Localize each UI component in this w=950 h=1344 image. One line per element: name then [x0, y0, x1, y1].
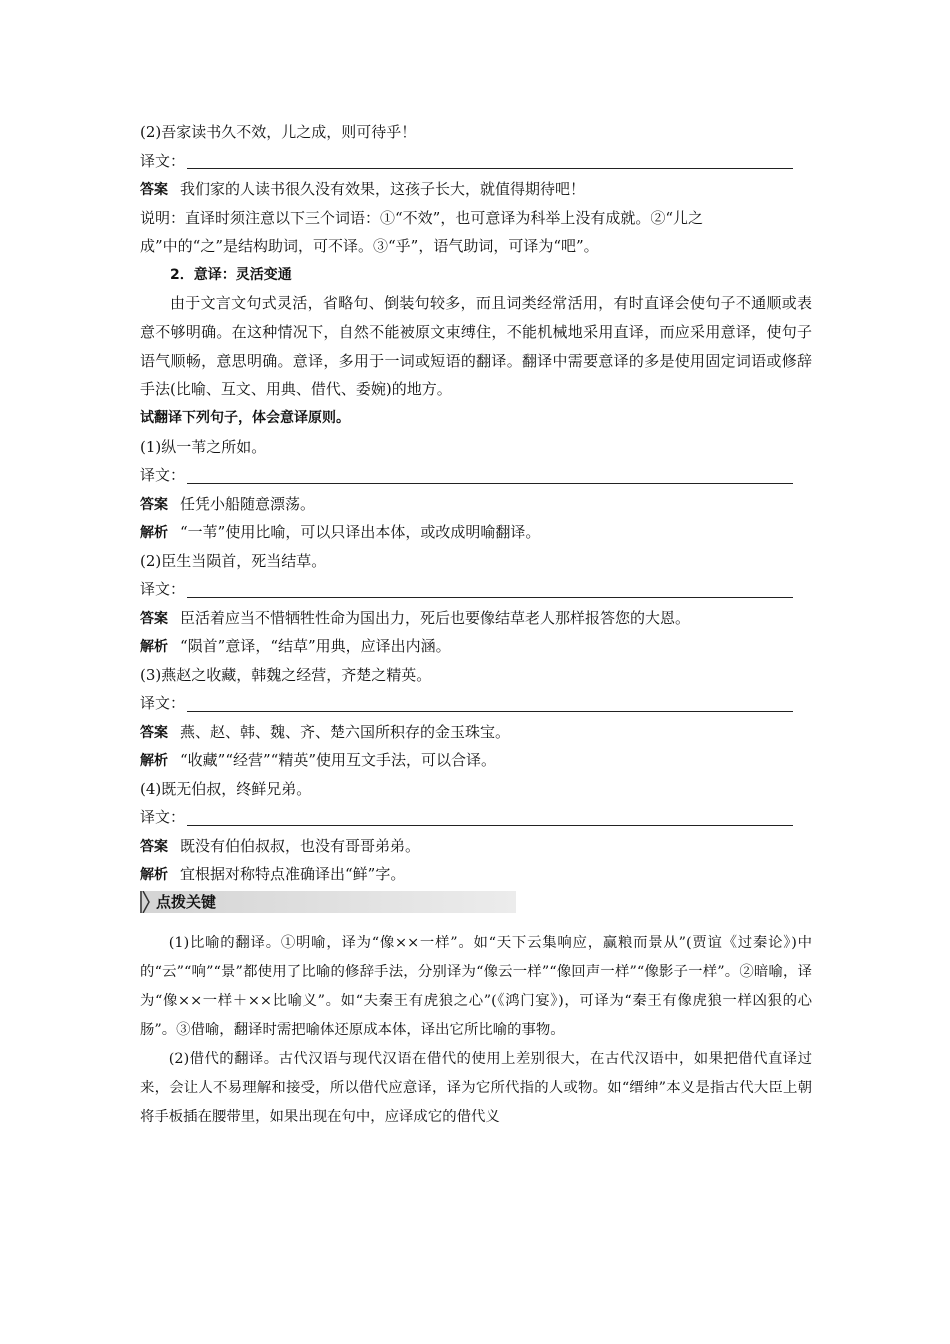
analysis-label: 解析	[140, 753, 168, 770]
translation-blank-row	[140, 461, 812, 490]
analysis-label: 解析	[140, 525, 168, 542]
translation-fill-line[interactable]	[187, 693, 793, 712]
analysis-row	[140, 860, 812, 889]
translation-label: 译文：	[140, 151, 186, 170]
translation-label: 译文：	[140, 466, 186, 485]
task-instruction: 试翻译下列句子，体会意译原则。	[140, 410, 350, 427]
tip-banner	[140, 891, 516, 913]
tip-paragraph: (1)比喻的翻译。①明喻，译为“像××一样”。如“天下云集响应，赢粮而景从”(贾谊《过秦论》)中的“云”“响”“景”都使用了比喻的修辞手法，分别译为“像云一样”“像回声一样”“像影子一样”。②暗喻，译为“像××一样＋××比喻义”。如“夫秦王有虎狼之心”(《鸿门宴》)，可译为“秦王有像虎狼一样凶狠的心肠”。③借喻，翻译时需把喻体还原成本体，译出它所比喻的事物。	[140, 934, 812, 1038]
answer-text: 既没有伯伯叔叔，也没有哥哥弟弟。	[180, 836, 421, 855]
section-heading: 2．意译：灵活变通	[170, 266, 292, 283]
analysis-row	[140, 746, 812, 775]
tip-banner-title: 点拨关键	[156, 892, 217, 911]
analysis-row	[140, 518, 812, 547]
translation-blank-row	[140, 803, 812, 832]
note-line: 说明：直译时须注意以下三个词语：①“不效”，也可意译为科举上没有成就。②“儿之	[140, 208, 704, 227]
exercise-question: (2)臣生当陨首，死当结草。	[140, 551, 327, 570]
analysis-text: “收藏”“经营”“精英”使用互文手法，可以合译。	[180, 751, 497, 770]
answer-text: 臣活着应当不惜牺牲性命为国出力，死后也要像结草老人那样报答您的大恩。	[180, 608, 691, 627]
analysis-row	[140, 632, 812, 661]
translation-blank-row	[140, 147, 812, 176]
answer-row	[140, 832, 812, 861]
analysis-text: 宜根据对称特点准确译出“鲜”字。	[180, 865, 406, 884]
translation-fill-line[interactable]	[187, 465, 793, 484]
answer-row	[140, 175, 812, 204]
answer-label: 答案	[140, 838, 168, 855]
answer-row	[140, 718, 812, 747]
answer-label: 答案	[140, 182, 168, 198]
answer-text: 任凭小船随意漂荡。	[180, 494, 316, 513]
answer-label: 答案	[140, 724, 168, 741]
answer-row	[140, 604, 812, 633]
bracket-marker-icon	[140, 891, 150, 913]
translation-fill-line[interactable]	[187, 579, 793, 598]
answer-text: 燕、赵、韩、魏、齐、楚六国所积存的金玉珠宝。	[180, 722, 511, 741]
exercise-question: (1)纵一苇之所如。	[140, 437, 267, 456]
answer-row	[140, 490, 812, 519]
answer-text: 我们家的人读书很久没有效果，这孩子长大，就值得期待吧！	[180, 180, 586, 198]
answer-label: 答案	[140, 496, 168, 513]
document-page	[140, 118, 812, 1132]
translation-label: 译文：	[140, 694, 186, 713]
translation-fill-line[interactable]	[187, 807, 793, 826]
question-item: (2)吾家读书久不效，儿之成，则可待乎！	[140, 123, 417, 141]
section-paragraph: 由于文言文句式灵活，省略句、倒装句较多，而且词类经常活用，有时直译会使句子不通顺或表意不够明确。在这种情况下，自然不能被原文束缚住，不能机械地采用直译，而应采用意译，使句子语气顺畅，意思明确。意译，多用于一词或短语的翻译。翻译中需要意译的多是使用固定词语或修辞手法(比喻、互文、用典、借代、委婉)的地方。	[140, 294, 812, 399]
analysis-label: 解析	[140, 867, 168, 884]
exercise-question: (3)燕赵之收藏，韩魏之经营，齐楚之精英。	[140, 665, 432, 684]
note-line: 成”中的“之”是结构助词，可不译。③“乎”，语气助词，可译为“吧”。	[140, 237, 599, 255]
analysis-text: “一苇”使用比喻，可以只译出本体，或改成明喻翻译。	[180, 523, 541, 542]
translation-blank-row	[140, 689, 812, 718]
answer-label: 答案	[140, 610, 168, 627]
translation-blank-row	[140, 575, 812, 604]
analysis-text: “陨首”意译，“结草”用典，应译出内涵。	[180, 637, 451, 656]
translation-label: 译文：	[140, 580, 186, 599]
exercise-question: (4)既无伯叔，终鲜兄弟。	[140, 779, 312, 798]
translation-fill-line[interactable]	[187, 150, 793, 169]
tip-paragraph: (2)借代的翻译。古代汉语与现代汉语在借代的使用上差别很大，在古代汉语中，如果把借代直译过来，会让人不易理解和接受，所以借代应意译，译为它所代指的人或物。如“缙绅”本义是指古代大臣上朝将手板插在腰带里，如果出现在句中，应译成它的借代义	[140, 1050, 812, 1125]
translation-label: 译文：	[140, 808, 186, 827]
analysis-label: 解析	[140, 639, 168, 656]
